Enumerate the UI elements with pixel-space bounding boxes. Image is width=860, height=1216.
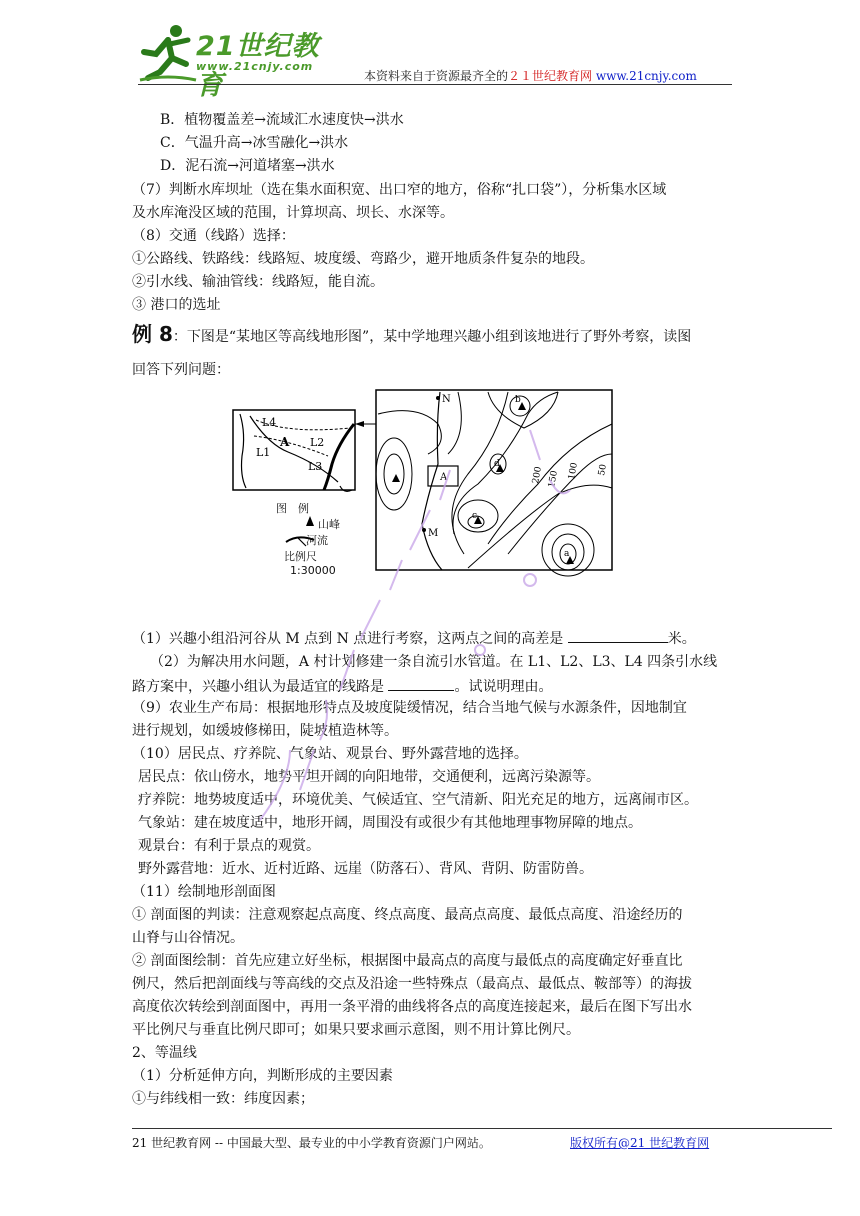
inset-label-l3: L3 xyxy=(308,460,323,473)
question-2-tail: 。试说明理由。 xyxy=(454,679,553,695)
example-text: ：下图是“某地区等高线地形图”，某中学地理兴趣小组到该地进行了野外考察，读图 xyxy=(172,329,692,345)
body-line: （8）交通（线路）选择： xyxy=(132,228,295,244)
option-b: B．植物覆盖差→流域汇水速度快→洪水 xyxy=(160,112,404,128)
legend-river-label: 河流 xyxy=(306,534,328,547)
option-d: D．泥石流→河道堵塞→洪水 xyxy=(160,158,335,174)
body-line: 疗养院：地势坡度适中，环境优美、气候适宜、空气清新、阳光充足的地方，远离闹市区。 xyxy=(138,792,698,808)
question-2: （2）为解决用水问题，A 村计划修建一条自流引水管道。在 L1、L2、L3、L4 四条引水线 xyxy=(150,654,718,670)
body-line: ①与纬线相一致：纬度因素； xyxy=(132,1091,314,1107)
body-line: 气象站：建在坡度适中，地形开阔，周围没有或很少有其他地理事物屏障的地点。 xyxy=(138,815,642,831)
question-2-text: 路方案中，兴趣小组认为最适宜的线路是 xyxy=(132,679,384,695)
tagline-prefix: 本资料来自于资源最齐全的 xyxy=(364,69,509,83)
tagline-url[interactable]: www.21cnjy.com xyxy=(595,69,697,83)
legend-title: 图 例 xyxy=(276,502,309,515)
body-line: （7）判断水库坝址（选在集水面积宽、出口窄的地方，俗称“扎口袋”），分析集水区域 xyxy=(132,182,667,198)
body-line: ③ 港口的选址 xyxy=(132,297,221,313)
body-line: 及水库淹没区域的范围，计算坝高、坝长、水深等。 xyxy=(132,205,454,221)
body-line: 观景台：有利于景点的观赏。 xyxy=(138,838,320,854)
map-scale: 1:30000 xyxy=(290,564,336,577)
body-line: （10）居民点、疗养院、气象站、观景台、野外露营地的选择。 xyxy=(132,746,528,762)
peak-label-b: b xyxy=(515,395,521,405)
map-label-m: M xyxy=(428,528,439,539)
peak-label-a: a xyxy=(564,549,570,559)
header-tagline xyxy=(364,67,697,84)
body-line: （1）分析延伸方向，判断形成的主要因素 xyxy=(132,1068,393,1084)
question-2-line2 xyxy=(132,676,552,697)
body-line: 平比例尺与垂直比例尺即可；如果只要求画示意图，则不用计算比例尺。 xyxy=(132,1022,580,1038)
inset-label-l1: L1 xyxy=(256,446,271,459)
example-text-2: 回答下列问题： xyxy=(132,362,230,378)
footer-text: 21 世纪教育网 -- 中国最大型、最专业的中小学教育资源门户网站。 xyxy=(132,1136,491,1150)
body-line: ① 剖面图的判读：注意观察起点高度、终点高度、最高点高度、最低点高度、沿途经历的 xyxy=(132,907,683,923)
body-line: 例尺，然后把剖面线与等高线的交点及沿途一些特殊点（最高点、最低点、鞍部等）的海拔 xyxy=(132,976,692,992)
legend-peak-icon xyxy=(306,516,314,526)
question-1 xyxy=(132,628,696,649)
map-label-a: A xyxy=(440,472,448,483)
legend-scale-label: 比例尺 xyxy=(284,550,317,563)
contour-label: 150 xyxy=(547,469,560,489)
map-label-n: N xyxy=(442,394,451,405)
body-line: 高度依次转绘到剖面图中，再用一条平滑的曲线将各点的高度连接起来，最后在图下写出水 xyxy=(132,999,692,1015)
contour-label: 100 xyxy=(567,461,580,481)
page-header xyxy=(0,0,860,101)
logo-text: 21世纪教育 xyxy=(196,31,320,101)
body-line: 山脊与山谷情况。 xyxy=(132,930,244,946)
answer-blank-1[interactable] xyxy=(568,628,668,643)
tagline-site[interactable]: ２１世纪教育网 xyxy=(508,69,593,83)
contour-label: 50 xyxy=(597,463,609,477)
runner-logo-icon xyxy=(138,22,198,84)
footer-copyright-link[interactable]: 版权所有@21 世纪教育网 xyxy=(570,1136,710,1150)
inset-label-l4: L4 xyxy=(262,416,277,429)
body-line: （11）绘制地形剖面图 xyxy=(132,884,276,900)
logo-url: www.21cnjy.com xyxy=(196,60,314,73)
body-line: ②引水线、输油管线：线路短，能自流。 xyxy=(132,274,384,290)
contour-map-figure xyxy=(228,384,618,584)
example-title xyxy=(132,318,691,347)
peak-label-d: d xyxy=(494,459,500,469)
inset-label-l2: L2 xyxy=(310,436,325,449)
body-line: 进行规划，如缓坡修梯田，陡坡植造林等。 xyxy=(132,723,398,739)
body-line: （9）农业生产布局：根据地形特点及坡度陡缓情况，结合当地气候与水源条件，因地制宜 xyxy=(132,700,687,716)
contour-label: 200 xyxy=(531,465,544,485)
question-1-text: （1）兴趣小组沿河谷从 M 点到 N 点进行考察，这两点之间的高差是 xyxy=(132,631,564,647)
option-c: C．气温升高→冰雪融化→洪水 xyxy=(160,135,349,151)
inset-label-a: A xyxy=(280,435,290,449)
example-label: 例 8 xyxy=(132,322,173,346)
body-line: ①公路线、铁路线：线路短、坡度缓、弯路少，避开地质条件复杂的地段。 xyxy=(132,251,594,267)
question-1-unit: 米。 xyxy=(667,631,696,647)
peak-label-c: c xyxy=(472,511,478,521)
body-line: 野外露营地：近水、近村近路、远崖（防落石）、背风、背阴、防雷防兽。 xyxy=(138,861,593,877)
section-heading: 2、等温线 xyxy=(132,1045,197,1061)
header-divider xyxy=(138,84,732,85)
footer-divider xyxy=(132,1128,832,1129)
body-line: ② 剖面图绘制：首先应建立好坐标，根据图中最高点的高度与最低点的高度确定好垂直比 xyxy=(132,953,683,969)
answer-blank-2[interactable] xyxy=(388,676,454,691)
site-logo xyxy=(138,22,338,101)
body-line: 居民点：依山傍水，地势平坦开阔的向阳地带，交通便利，远离污染源等。 xyxy=(138,769,600,785)
legend-peak-label: 山峰 xyxy=(318,518,340,531)
